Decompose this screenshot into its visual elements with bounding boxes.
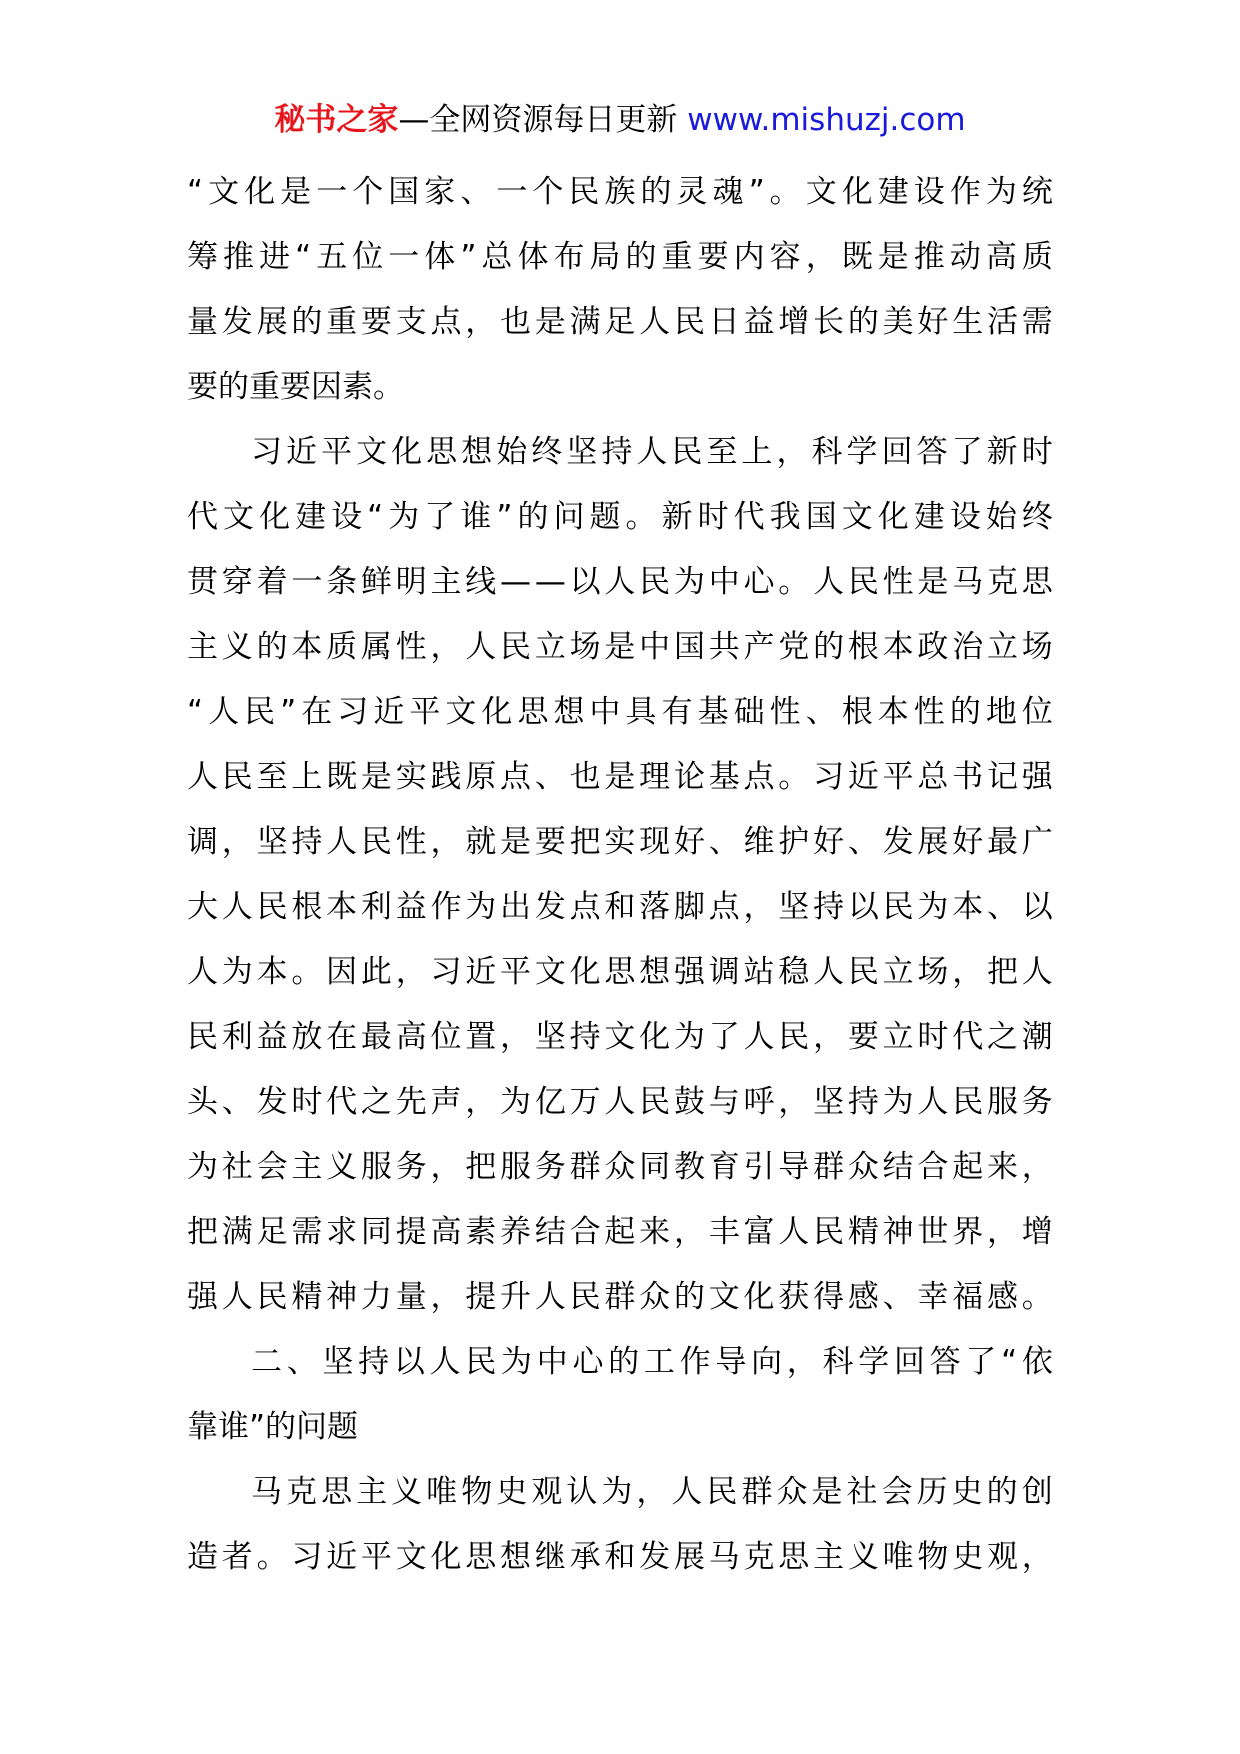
text-line: 头 、 发 时 代 之 先 声 ， 为 亿 万 人 民 鼓 与 呼 ， 坚 持 为 人 民 服 务 xyxy=(187,1084,1053,1120)
text-line: 人 为 本 。 因 此 ， 习 近 平 文 化 思 想 强 调 站 稳 人 民 立 场 ， 把 人 xyxy=(187,954,1053,990)
text-line: “ 文 化 是 一 个 国 家 、 一 个 民 族 的 灵 魂 ” 。 文 化 建 设 作 为 统 xyxy=(187,174,1053,210)
text-line: 民 利 益 放 在 最 高 位 置 ， 坚 持 文 化 为 了 人 民 ， 要 立 时 代 之 潮 xyxy=(187,1019,1053,1055)
text-line: 为 社 会 主 义 服 务 ， 把 服 务 群 众 同 教 育 引 导 群 众 结 合 起 来 ， xyxy=(187,1149,1053,1185)
text-line: 代 文 化 建 设 “ 为 了 谁 ” 的 问 题 。 新 时 代 我 国 文 化 建 设 始 终 xyxy=(187,499,1053,535)
article-body xyxy=(187,160,1053,1590)
text-line: 调 ， 坚 持 人 民 性 ， 就 是 要 把 实 现 好 、 维 护 好 、 发 展 好 最 广 xyxy=(187,824,1053,860)
paragraph-first-line: 马 克 思 主 义 唯 物 史 观 认 为 ， 人 民 群 众 是 社 会 历 史 的 创 xyxy=(251,1474,1053,1510)
section-heading: 二 、 坚 持 以 人 民 为 中 心 的 工 作 导 向 ， 科 学 回 答 了 “ 依 xyxy=(251,1344,1053,1380)
text-line: 造 者 。 习 近 平 文 化 思 想 继 承 和 发 展 马 克 思 主 义 唯 物 史 观 ， xyxy=(187,1539,1053,1575)
header-slogan: —全网资源每日更新 xyxy=(398,102,688,138)
text-line: 筹 推 进 “ 五 位 一 体 ” 总 体 布 局 的 重 要 内 容 ， 既 是 推 动 高 质 xyxy=(187,239,1053,275)
page-header xyxy=(0,100,1240,140)
section-heading-continued: 靠谁”的问题 xyxy=(187,1409,359,1445)
text-line: 把 满 足 需 求 同 提 高 素 养 结 合 起 来 ， 丰 富 人 民 精 神 世 界 ， 增 xyxy=(187,1214,1053,1250)
brand-name: 秘书之家 xyxy=(274,102,399,138)
text-line: 强 人 民 精 神 力 量 ， 提 升 人 民 群 众 的 文 化 获 得 感 、 幸 福 感 。 xyxy=(187,1279,1053,1315)
text-line: 人 民 至 上 既 是 实 践 原 点 、 也 是 理 论 基 点 。 习 近 平 总 书 记 强 xyxy=(187,759,1053,795)
paragraph-first-line: 习 近 平 文 化 思 想 始 终 坚 持 人 民 至 上 ， 科 学 回 答 了 新 时 xyxy=(251,434,1053,470)
text-line: 主 义 的 本 质 属 性 ， 人 民 立 场 是 中 国 共 产 党 的 根 本 政 治 立 场 xyxy=(187,629,1053,665)
text-line: 大 人 民 根 本 利 益 作 为 出 发 点 和 落 脚 点 ， 坚 持 以 民 为 本 、 以 xyxy=(187,889,1053,925)
text-line: 贯 穿 着 一 条 鲜 明 主 线 — — 以 人 民 为 中 心 。 人 民 性 是 马 克 思 xyxy=(187,564,1053,600)
text-line: “ 人 民 ” 在 习 近 平 文 化 思 想 中 具 有 基 础 性 、 根 本 性 的 地 位 xyxy=(187,694,1053,730)
text-line: 要的重要因素。 xyxy=(187,369,404,405)
text-line: 量 发 展 的 重 要 支 点 ， 也 是 满 足 人 民 日 益 增 长 的 美 好 生 活 需 xyxy=(187,304,1053,340)
website-link[interactable]: www.mishuzj.com xyxy=(687,102,966,138)
